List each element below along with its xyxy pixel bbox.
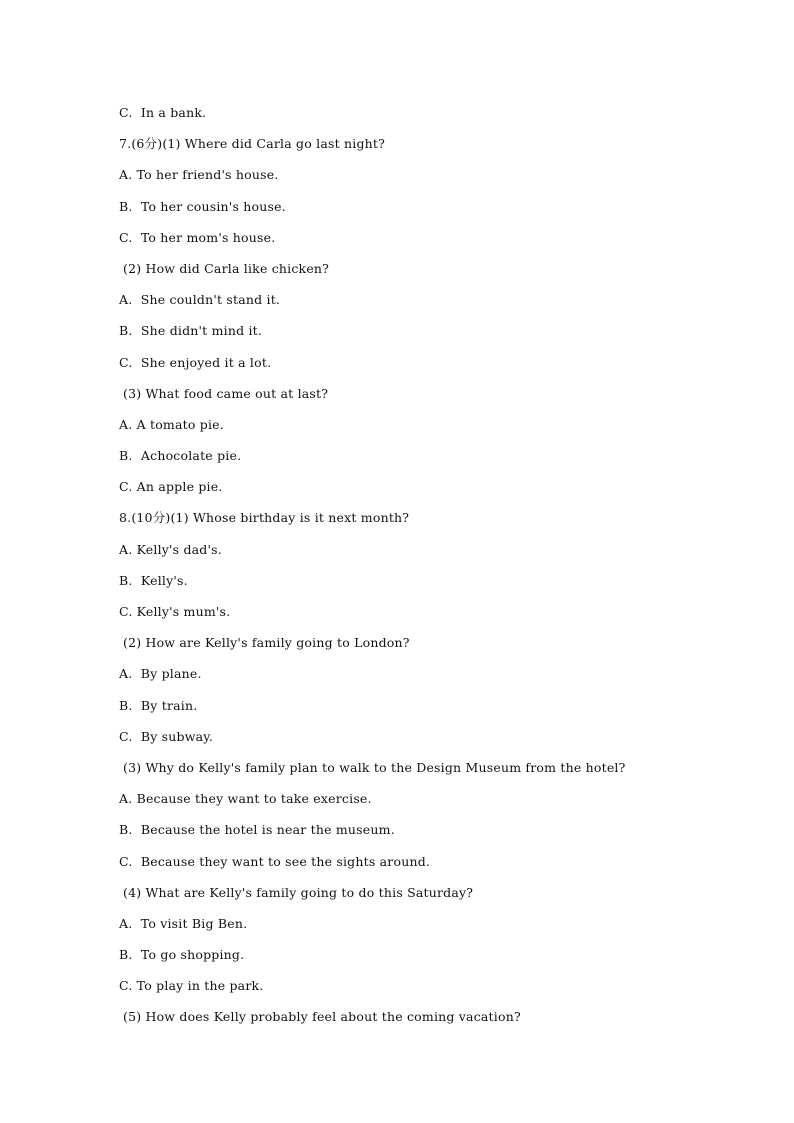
answer-option: B. By train. (119, 697, 198, 713)
answer-option: C. An apple pie. (119, 479, 223, 495)
question-text-block (119, 104, 739, 1040)
answer-option: A. To her friend's house. (119, 167, 279, 183)
answer-option: C. To play in the park. (119, 978, 264, 994)
sub-question: (3) Why do Kelly's family plan to walk to the Design Museum from the hotel? (123, 759, 626, 775)
answer-option: C. She enjoyed it a lot. (119, 354, 272, 370)
answer-option: A. By plane. (119, 666, 202, 682)
sub-question: (2) How are Kelly's family going to London? (123, 635, 410, 651)
answer-option: B. She didn't mind it. (119, 323, 263, 339)
answer-option: A. To visit Big Ben. (119, 915, 248, 931)
answer-option: B. Achocolate pie. (119, 448, 242, 464)
answer-option: B. To her cousin's house. (119, 198, 286, 214)
answer-option: A. A tomato pie. (119, 416, 224, 432)
answer-option: B. To go shopping. (119, 947, 245, 963)
sub-question: (2) How did Carla like chicken? (123, 260, 330, 276)
sub-question: (4) What are Kelly's family going to do this Saturday? (123, 884, 474, 900)
answer-option: C. By subway. (119, 728, 214, 744)
answer-option: B. Because the hotel is near the museum. (119, 822, 395, 838)
answer-option: C. To her mom's house. (119, 229, 276, 245)
question-heading: 7.(6分)(1) Where did Carla go last night? (119, 136, 386, 152)
sub-question: (5) How does Kelly probably feel about the coming vacation? (123, 1009, 521, 1025)
answer-option: C. In a bank. (119, 105, 207, 120)
answer-option: A. She couldn't stand it. (119, 292, 281, 308)
question-heading: 8.(10分)(1) Whose birthday is it next month? (119, 510, 410, 526)
sub-question: (3) What food came out at last? (123, 385, 329, 401)
answer-option: B. Kelly's. (119, 572, 188, 588)
answer-option: C. Because they want to see the sights around. (119, 853, 431, 869)
answer-option: A. Kelly's dad's. (119, 541, 222, 557)
answer-option: C. Kelly's mum's. (119, 604, 231, 619)
answer-option: A. Because they want to take exercise. (119, 791, 372, 807)
